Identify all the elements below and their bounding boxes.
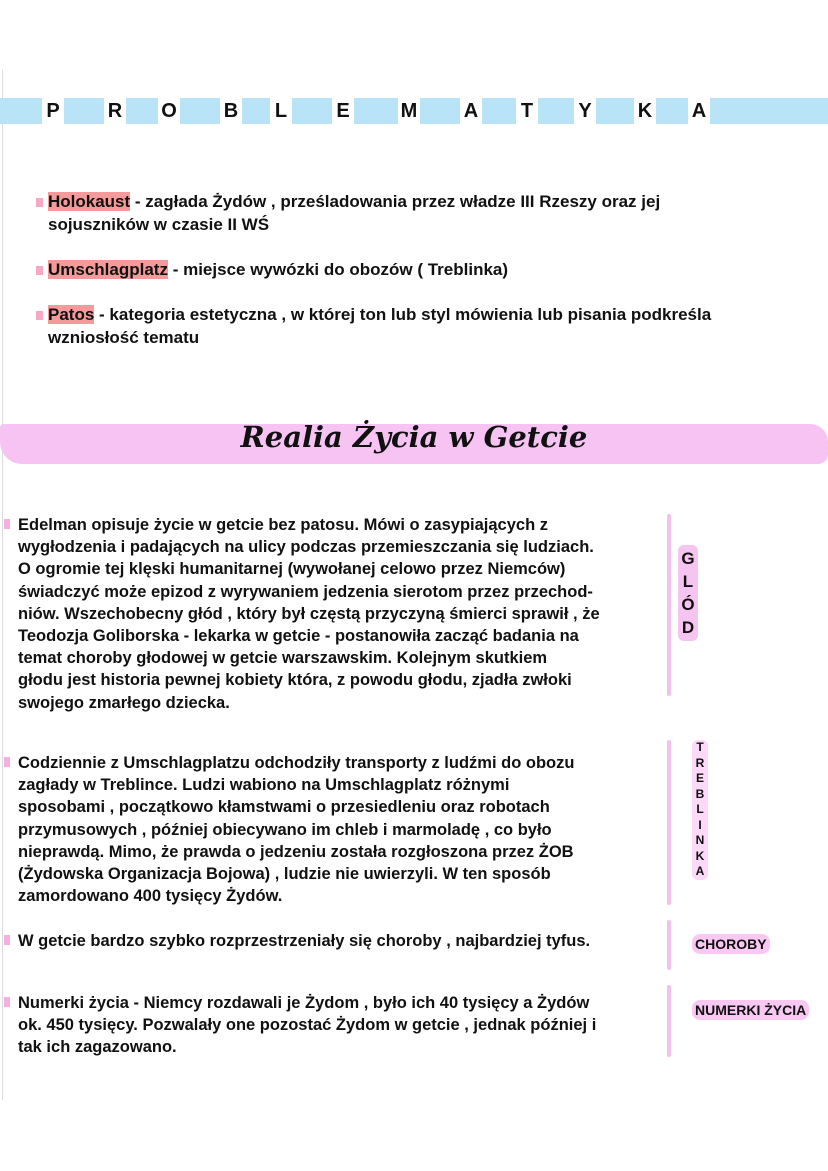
- header-block: [482, 98, 516, 124]
- section-title: Realia Życia w Getcie: [240, 420, 588, 454]
- paragraph-line: W getcie bardzo szybko rozprzestrzeniały się choroby , najbardziej tyfus.: [18, 932, 591, 950]
- label-letter: E: [695, 771, 704, 785]
- divider-line: [667, 514, 671, 696]
- paragraph-line: głodu jest historia pewnej kobiety która, z powodu głodu, zjadła zwłoki: [18, 671, 572, 690]
- label-letter: I: [698, 817, 702, 832]
- header-letter: T: [520, 99, 534, 122]
- header-letter: L: [274, 99, 288, 122]
- paragraph-line: tak ich zagazowano.: [18, 1038, 177, 1057]
- header-block: [420, 98, 460, 124]
- header-letter: M: [400, 99, 418, 122]
- paragraph-line: świadczyć może epizod z wyrywaniem jedzenia sierotom przez przechod-: [18, 582, 593, 601]
- label-letter: R: [695, 755, 705, 770]
- definition-text: - miejsce wywózki do obozów ( Treblinka): [167, 260, 509, 279]
- paragraph-line: swojego zmarłego dziecka.: [18, 693, 230, 712]
- paragraph-line: ok. 450 tysięcy. Pozwalały one pozostać Żydom w getcie , jednak później i: [18, 1016, 597, 1035]
- label-treblinka: [692, 740, 708, 880]
- definition-umschlagplatz: [36, 258, 756, 281]
- label-letter: L: [696, 802, 704, 816]
- header-block: [710, 98, 828, 124]
- label-letter: L: [682, 572, 694, 591]
- paragraph-treblinka: [18, 752, 668, 907]
- label-glod: [678, 545, 698, 641]
- paragraph-choroby: [18, 930, 668, 952]
- header-block: [180, 98, 220, 124]
- paragraph-line: Codziennie z Umschlagplatzu odchodziły transporty z ludźmi do obozu: [18, 754, 575, 772]
- paragraph-line: zagłady w Treblince. Ludzi wabiono na Umschlagplatz różnymi: [18, 776, 510, 795]
- header-block: [126, 98, 158, 124]
- term: Patos: [48, 305, 95, 324]
- label-letter: K: [695, 848, 705, 863]
- definition-text: - kategoria estetyczna , w której ton lub styl mówienia lub pisania podkreśla wzniosłość tematu: [48, 305, 712, 347]
- header-letter: K: [637, 99, 653, 122]
- header-block: [242, 98, 270, 124]
- header-block: [0, 98, 42, 124]
- bullet-icon: [36, 266, 43, 275]
- header-letter: A: [463, 99, 479, 122]
- definitions-list: [36, 190, 756, 371]
- header-block: [596, 98, 634, 124]
- definition-holokaust: [36, 190, 756, 236]
- paragraph-glod: [18, 514, 668, 714]
- header-letter: R: [107, 99, 123, 122]
- paragraph-line: wygłodzenia i padających na ulicy podczas przemieszczania się ludziach.: [18, 538, 594, 557]
- bullet-icon: [36, 198, 43, 207]
- header-letter: E: [336, 99, 350, 122]
- definition-text: - zagłada Żydów , prześladowania przez władze III Rzeszy oraz jej sojuszników w czasie II WŚ: [48, 192, 661, 234]
- paragraph-line: sposobami , początkowo kłamstwami o przesiedleniu oraz robotach: [18, 798, 550, 817]
- paragraph-line: niów. Wszechobecny głód , który był częstą przyczyną śmierci sprawił , że: [18, 604, 600, 623]
- paragraph-line: nieprawdą. Mimo, że prawda o jedzeniu została rozgłoszona przez ŻOB: [18, 842, 574, 861]
- label-letter: A: [695, 864, 705, 878]
- header-block: [292, 98, 332, 124]
- term: Holokaust: [48, 192, 131, 211]
- header-letter: A: [691, 99, 707, 122]
- paragraph-line: zamordowano 400 tysięcy Żydów.: [18, 887, 283, 906]
- header-block: [64, 98, 104, 124]
- label-letter: D: [681, 618, 695, 637]
- header-letter: Y: [578, 99, 592, 122]
- label-letter: T: [696, 740, 704, 754]
- page-edge: [2, 70, 3, 1100]
- label-letter: G: [681, 549, 695, 568]
- divider-line: [667, 740, 671, 905]
- bullet-icon: [4, 935, 10, 945]
- paragraph-line: Teodozja Goliborska - lekarka w getcie - postanowiła zacząć badania na: [18, 627, 579, 646]
- paragraph-line: temat choroby głodowej w getcie warszawskim. Kolejnym skutkiem: [18, 649, 548, 668]
- paragraph-line: Numerki życia - Niemcy rozdawali je Żydom , było ich 40 tysięcy a Żydów: [18, 994, 590, 1012]
- bullet-icon: [36, 311, 43, 320]
- label-letter: Ó: [681, 595, 695, 614]
- divider-line: [667, 985, 671, 1057]
- divider-line: [667, 920, 671, 970]
- bullet-icon: [4, 519, 10, 529]
- header-letter: P: [46, 99, 60, 122]
- header-block: [538, 98, 574, 124]
- paragraph-line: przymusowych , później obiecywano im chleb i marmoladę , co było: [18, 820, 552, 839]
- header-letter: O: [161, 99, 177, 122]
- header-block: [656, 98, 688, 124]
- header-block: [354, 98, 398, 124]
- definition-patos: [36, 303, 756, 349]
- problematyka-header: [0, 97, 828, 125]
- header-letter: B: [223, 99, 239, 122]
- bullet-icon: [4, 757, 10, 767]
- label-letter: B: [695, 786, 705, 801]
- paragraph-line: Edelman opisuje życie w getcie bez patosu. Mówi o zasypiających z: [18, 516, 548, 534]
- paragraph-numerki: [18, 992, 668, 1059]
- label-letter: N: [695, 833, 705, 847]
- label-choroby: CHOROBY: [692, 934, 770, 954]
- term: Umschlagplatz: [48, 260, 168, 279]
- paragraph-line: (Żydowska Organizacja Bojowa) , ludzie nie uwierzyli. W ten sposób: [18, 865, 551, 884]
- label-numerki-zycia: NUMERKI ŻYCIA: [692, 1000, 809, 1020]
- bullet-icon: [4, 997, 10, 1007]
- paragraph-line: O ogromie tej klęski humanitarnej (wywołanej celowo przez Niemców): [18, 560, 566, 579]
